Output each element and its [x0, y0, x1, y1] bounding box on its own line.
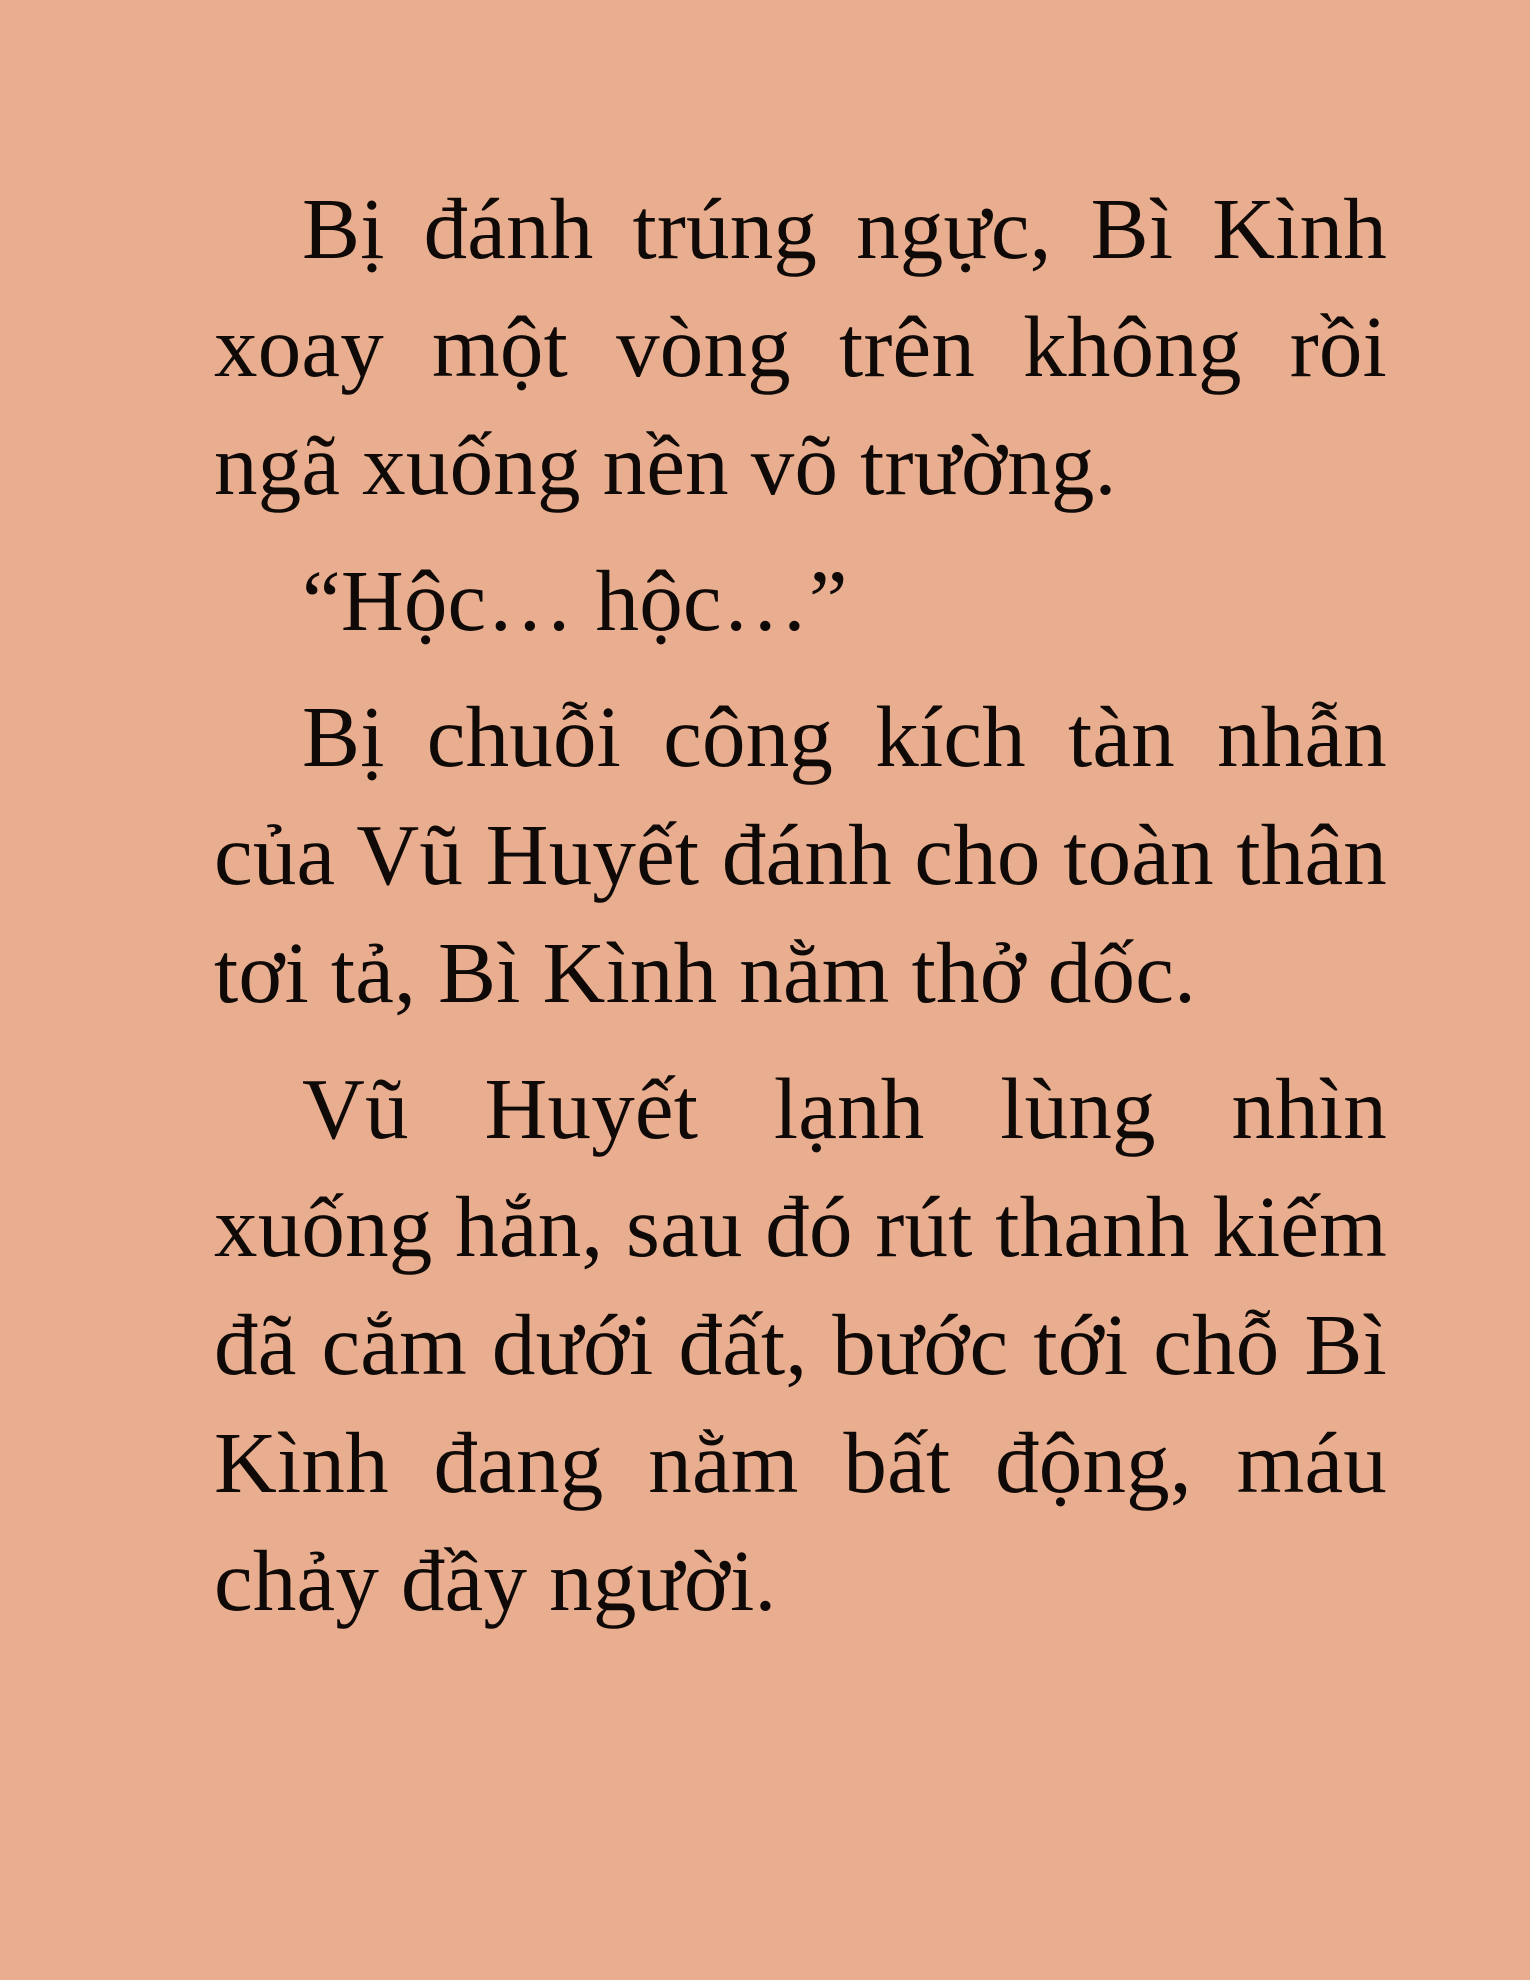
paragraph-4: Vũ Huyết lạnh lùng nhìn xuống hắn, sau đó rút thanh kiếm đã cắm dưới đất, bước tới chỗ Bì Kình đang nằm bất động, máu chảy đầy người. — [214, 1060, 1387, 1629]
paragraph-3: Bị chuỗi công kích tàn nhẫn của Vũ Huyết đánh cho toàn thân tơi tả, Bì Kình nằm thở dốc. — [214, 688, 1387, 1021]
paragraph-2: “Hộc… hộc…” — [302, 552, 848, 649]
paragraph-1: Bị đánh trúng ngực, Bì Kình xoay một vòng trên không rồi ngã xuống nền võ trường. — [214, 180, 1387, 513]
